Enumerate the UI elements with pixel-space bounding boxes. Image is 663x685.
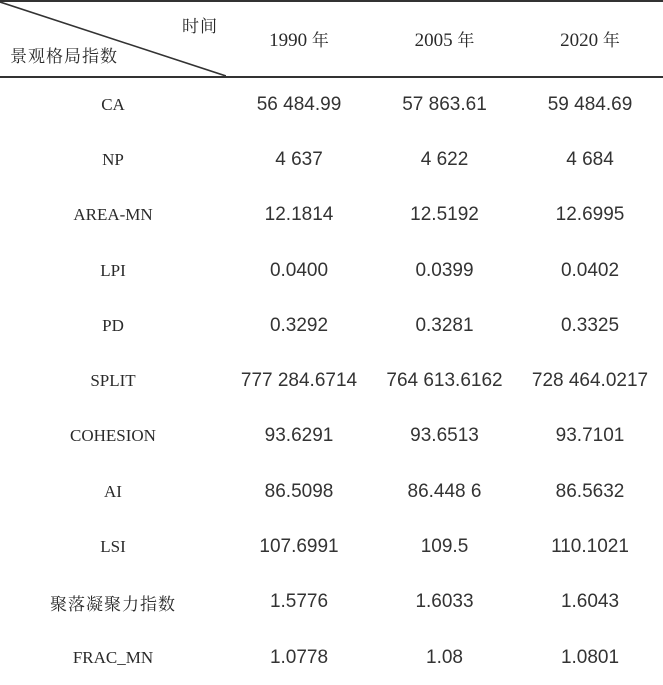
value-cell-1990: 56 484.99 [256, 94, 342, 116]
value-cell-2020: 12.6995 [555, 204, 625, 226]
value-cell-1990: 0.3292 [269, 314, 329, 336]
value-cell-2005: 0.0399 [415, 259, 474, 281]
value-cell-1990: 86.5098 [264, 480, 334, 502]
value-cell-2020: 728 464.0217 [531, 370, 649, 392]
table-header [0, 1, 663, 77]
time-axis-label: 时间 [182, 17, 218, 37]
value-cell-2005: 4 622 [420, 148, 469, 170]
year-value: 2005 [414, 30, 453, 51]
value-cell-2005: 93.6513 [410, 425, 479, 447]
index-name-cell: AREA-MN [73, 205, 153, 225]
index-name-cell: AI [104, 481, 122, 501]
table-row [0, 575, 663, 630]
value-cell-2020: 0.0402 [560, 259, 620, 281]
value-cell-1990: 0.0400 [269, 259, 329, 281]
table-row [0, 630, 663, 685]
year-unit: 年 [311, 31, 329, 51]
year-unit: 年 [457, 31, 475, 51]
table-row [0, 519, 663, 574]
year-value: 1990 [269, 30, 308, 51]
table-body [0, 77, 663, 685]
value-cell-2005: 1.08 [426, 646, 463, 668]
table-row [0, 353, 663, 408]
value-cell-2005: 0.3281 [415, 314, 474, 336]
table-row [0, 243, 663, 298]
value-cell-2005: 1.6033 [415, 591, 474, 613]
year-header-2020 [517, 1, 663, 77]
value-cell-2005: 12.5192 [410, 204, 479, 226]
value-cell-2020: 86.5632 [555, 480, 625, 502]
value-cell-1990: 93.6291 [264, 425, 334, 447]
value-cell-2020: 110.1021 [551, 536, 629, 558]
index-axis-label: 景观格局指数 [10, 47, 118, 67]
table-row [0, 409, 663, 464]
header-row [0, 1, 663, 77]
value-cell-1990: 12.1814 [264, 204, 334, 226]
table-row [0, 77, 663, 132]
value-cell-2020: 1.0801 [560, 646, 620, 668]
value-cell-2005: 764 613.6162 [386, 370, 503, 392]
value-cell-2020: 4 684 [566, 148, 614, 170]
year-header-2005 [372, 1, 517, 77]
table-row [0, 132, 663, 187]
value-cell-2020: 59 484.69 [547, 94, 633, 116]
table-row [0, 188, 663, 243]
index-name-cell: CA [101, 95, 125, 115]
value-cell-1990: 777 284.6714 [240, 370, 358, 392]
value-cell-1990: 1.0778 [269, 646, 329, 668]
value-cell-2005: 86.448 6 [407, 480, 482, 502]
index-name-cell: LSI [100, 537, 126, 557]
value-cell-1990: 1.5776 [269, 591, 329, 613]
diagonal-header-cell [0, 1, 226, 77]
index-name-cell: FRAC_MN [72, 647, 154, 667]
value-cell-1990: 107.6991 [259, 536, 339, 558]
index-name-cell: LPI [100, 260, 126, 280]
year-header-1990 [226, 1, 372, 77]
year-unit: 年 [602, 31, 620, 51]
value-cell-2005: 57 863.61 [402, 94, 487, 116]
value-cell-1990: 4 637 [275, 148, 323, 170]
value-cell-2020: 1.6043 [560, 591, 620, 613]
year-value: 2020 [560, 30, 599, 51]
index-name-cell: PD [102, 315, 124, 335]
table-row [0, 298, 663, 353]
table-row [0, 464, 663, 519]
index-name-cell: 聚落凝聚力指数 [50, 594, 176, 615]
index-name-cell: NP [102, 149, 124, 169]
value-cell-2020: 0.3325 [560, 314, 620, 336]
index-name-cell: SPLIT [90, 371, 136, 391]
index-name-cell: COHESION [70, 426, 156, 446]
value-cell-2020: 93.7101 [555, 425, 625, 447]
value-cell-2005: 109.5 [420, 536, 469, 558]
